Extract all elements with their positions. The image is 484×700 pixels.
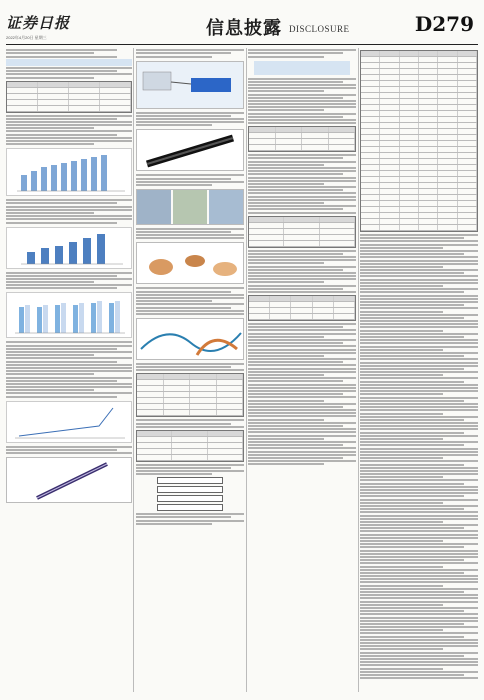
- photo-power-lines: [136, 189, 244, 225]
- table: [248, 295, 356, 321]
- announcement-title-2: [254, 61, 350, 75]
- column-2: [136, 48, 244, 692]
- product-photo-cable: [6, 457, 132, 503]
- column-3: [248, 48, 356, 692]
- flowchart-box: [157, 504, 224, 511]
- flowchart-box: [157, 486, 224, 493]
- dateline: 2022年4月20日 星期三: [6, 35, 47, 40]
- bar-chart-3: [6, 292, 132, 338]
- column-1: [6, 48, 132, 692]
- flowchart-box: [157, 495, 224, 502]
- table: [248, 126, 356, 152]
- product-photo-pipes: [136, 242, 244, 284]
- photo-graphic: [137, 319, 244, 359]
- photo-graphic: [137, 243, 244, 283]
- photo-graphic: [137, 62, 244, 108]
- table: [248, 216, 356, 248]
- bar-chart-2: [6, 227, 132, 269]
- section-title: 信息披露: [206, 18, 282, 39]
- product-photo-wires: [136, 318, 244, 360]
- chart-graphic: [7, 293, 131, 337]
- flowchart-box: [157, 477, 224, 484]
- table: [136, 373, 244, 417]
- newspaper-brand: 证券日报: [6, 14, 71, 32]
- bar-chart-1: [6, 148, 132, 196]
- product-photo-cable-cross: [136, 129, 244, 171]
- photo-graphic: [7, 458, 131, 502]
- chart-graphic: [7, 149, 131, 195]
- column-separator: [358, 48, 359, 692]
- product-photo-connectors: [136, 61, 244, 109]
- masthead: [6, 12, 478, 42]
- announcement-title-1: [6, 59, 132, 66]
- chart-graphic: [7, 402, 131, 442]
- large-data-table: [360, 50, 478, 232]
- column-4: [360, 48, 478, 692]
- table: [136, 430, 244, 462]
- column-separator: [246, 48, 247, 692]
- header-rule: [6, 44, 478, 45]
- table: [6, 81, 132, 113]
- column-separator: [133, 48, 134, 692]
- photo-graphic: [137, 130, 244, 170]
- chart-graphic: [7, 228, 131, 268]
- page-number: D279: [414, 12, 474, 36]
- section-title-en: DISCLOSURE: [289, 24, 350, 34]
- line-chart: [6, 401, 132, 443]
